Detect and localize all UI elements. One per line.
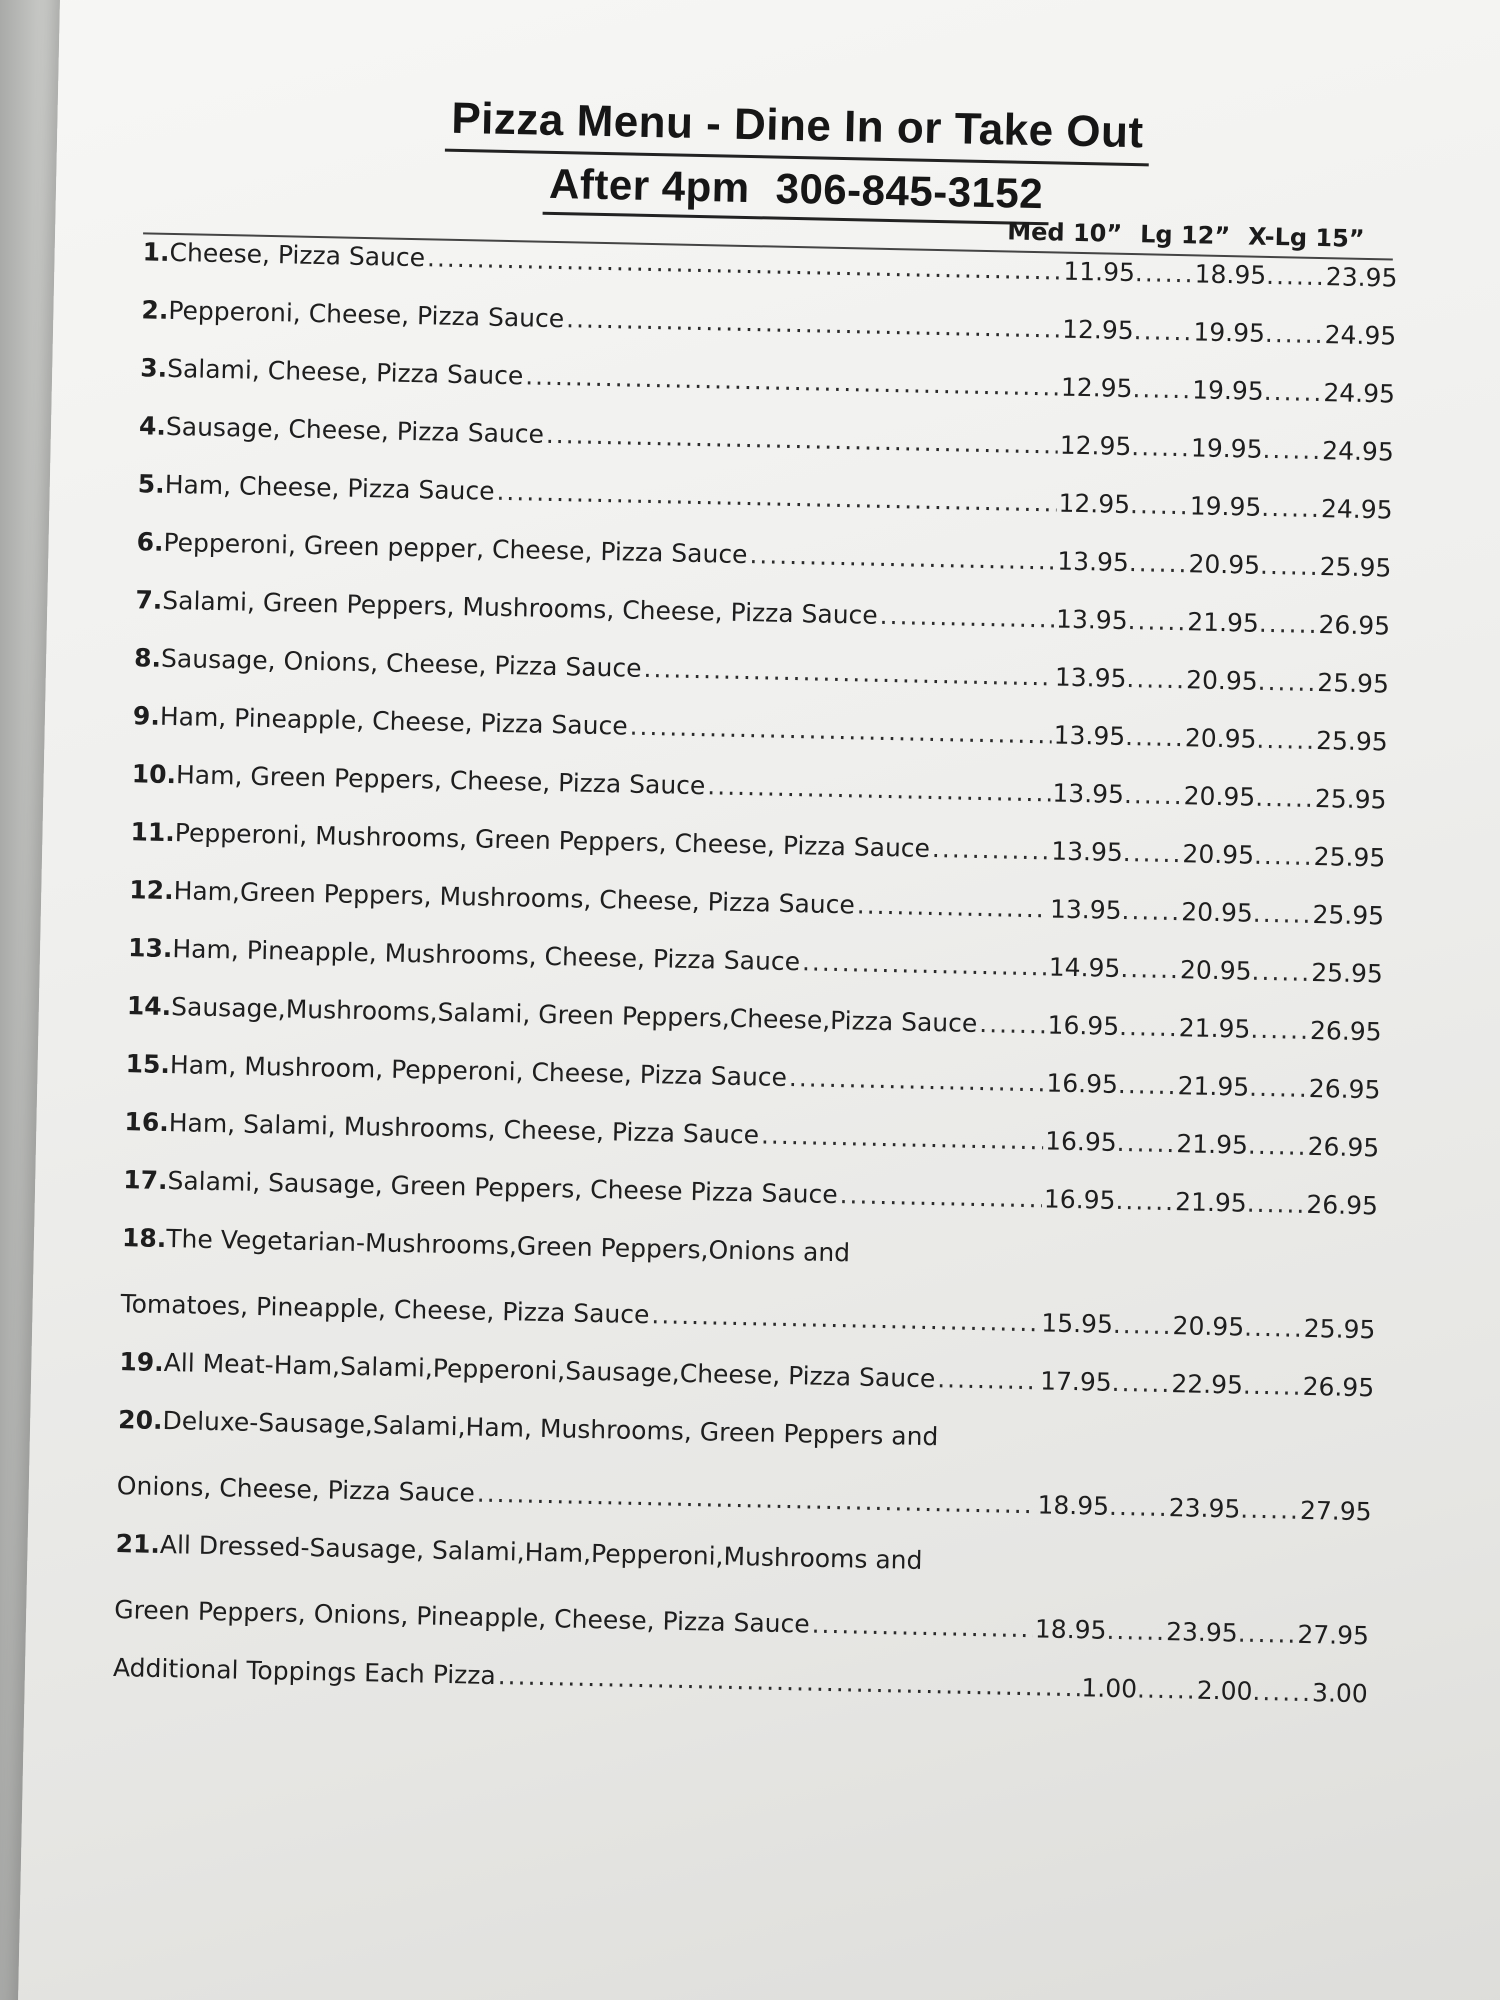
- menu-item: [135, 585, 1390, 641]
- item-prices: [1050, 894, 1385, 931]
- menu-item: [123, 1165, 1378, 1221]
- price-large: 2.00: [1196, 1675, 1253, 1706]
- item-prices: [1063, 257, 1398, 294]
- dot-separator: ......: [1115, 1185, 1176, 1217]
- menu-item: [131, 759, 1386, 815]
- dot-separator: ......: [1242, 1370, 1303, 1401]
- item-description: Sausage, Cheese, Pizza Sauce: [165, 411, 545, 449]
- menu-item: [141, 295, 1396, 351]
- price-medium: 17.95: [1039, 1366, 1113, 1397]
- item-description: Salami, Cheese, Pizza Sauce: [166, 353, 524, 391]
- item-description-line1: All Dressed-Sausage, Salami,Ham,Pepperoni,Mushrooms and: [159, 1529, 923, 1575]
- item-prices: [1045, 1126, 1380, 1163]
- dot-separator: ......: [1120, 953, 1181, 985]
- item-prices: [1081, 1673, 1368, 1709]
- item-number: 21.: [115, 1529, 161, 1559]
- dot-leader: [811, 1610, 1033, 1645]
- dot-leader: [643, 654, 1053, 693]
- dot-separator: ......: [1254, 782, 1316, 814]
- price-xlarge: 26.95: [1308, 1073, 1381, 1105]
- dot-separator: ......: [1264, 318, 1325, 350]
- menu-item: [124, 1107, 1379, 1163]
- menu-item: [140, 353, 1395, 409]
- item-prices: [1046, 1068, 1381, 1105]
- dot-separator: ......: [1123, 780, 1184, 811]
- price-medium: 12.95: [1060, 372, 1133, 404]
- price-xlarge: 24.95: [1321, 436, 1395, 467]
- dot-leader: [879, 601, 1054, 635]
- dot-leader: [749, 540, 1055, 576]
- dot-leader: [629, 712, 1052, 751]
- item-prices: [1062, 315, 1397, 352]
- price-medium: 13.95: [1052, 778, 1125, 810]
- dot-leader: [937, 1364, 1039, 1396]
- item-description: Ham, Green Peppers, Cheese, Pizza Sauce: [175, 760, 706, 801]
- item-number: 20.: [117, 1405, 163, 1436]
- price-large: 21.95: [1176, 1129, 1249, 1160]
- price-xlarge: 26.95: [1318, 610, 1391, 641]
- price-xlarge: 24.95: [1320, 494, 1393, 525]
- item-prices: [1048, 952, 1383, 989]
- price-large: 18.95: [1194, 259, 1267, 290]
- price-medium: 16.95: [1046, 1068, 1119, 1099]
- pizza-list: [112, 237, 1398, 1737]
- dot-leader: [497, 1661, 1079, 1703]
- item-description: Additional Toppings Each Pizza: [112, 1653, 497, 1691]
- price-large: 20.95: [1182, 839, 1255, 870]
- price-xlarge: 25.95: [1315, 726, 1389, 757]
- dot-separator: ......: [1118, 1011, 1180, 1043]
- price-medium: 18.95: [1034, 1614, 1107, 1645]
- item-description: Ham, Mushroom, Pepperoni, Cheese, Pizza Sauce: [169, 1050, 788, 1093]
- item-prices: [1056, 605, 1391, 642]
- dot-separator: ......: [1106, 1615, 1167, 1647]
- dot-separator: ......: [1108, 1491, 1170, 1523]
- item-number: 18.: [121, 1223, 167, 1254]
- price-medium: 12.95: [1059, 430, 1132, 462]
- item-description: Salami, Sausage, Green Peppers, Cheese Pizza Sauce: [167, 1166, 838, 1210]
- menu-item: [128, 933, 1383, 989]
- price-xlarge: 3.00: [1311, 1678, 1369, 1709]
- dot-separator: ......: [1253, 840, 1315, 871]
- item-number: 17.: [122, 1165, 168, 1196]
- menu-item: [119, 1347, 1374, 1403]
- item-description: Pepperoni, Cheese, Pizza Sauce: [168, 295, 565, 334]
- menu-item: [138, 469, 1393, 525]
- item-number: 7.: [135, 585, 163, 615]
- price-xlarge: 25.95: [1312, 899, 1385, 931]
- item-number: 19.: [119, 1347, 165, 1378]
- price-large: 21.95: [1174, 1187, 1248, 1218]
- item-prices: [1051, 836, 1386, 873]
- item-prices: [1052, 779, 1387, 816]
- price-xlarge: 24.95: [1323, 378, 1396, 409]
- dot-leader: [477, 1479, 1036, 1521]
- dot-separator: ......: [1116, 1127, 1177, 1159]
- price-medium: 15.95: [1041, 1308, 1114, 1339]
- menu-item: [125, 1049, 1380, 1105]
- dot-separator: ......: [1136, 1674, 1198, 1705]
- item-description: Onions, Cheese, Pizza Sauce: [116, 1471, 476, 1508]
- price-large: 19.95: [1193, 317, 1266, 348]
- dot-separator: ......: [1132, 374, 1193, 405]
- item-prices: [1044, 1184, 1379, 1221]
- dot-separator: ......: [1257, 666, 1318, 698]
- price-large: 19.95: [1191, 375, 1265, 406]
- price-medium: 13.95: [1057, 546, 1130, 578]
- item-description: Pepperoni, Mushrooms, Green Peppers, Cheese, Pizza Sauce: [174, 818, 931, 863]
- dot-separator: ......: [1131, 432, 1192, 463]
- menu-item: [129, 875, 1384, 931]
- dot-leader: [566, 304, 1061, 344]
- dot-separator: ......: [1121, 895, 1182, 927]
- menu-item: [133, 701, 1388, 757]
- dot-separator: ......: [1111, 1367, 1172, 1399]
- item-number: 9.: [132, 701, 161, 731]
- price-large: 22.95: [1171, 1369, 1244, 1400]
- item-number: 10.: [131, 759, 177, 790]
- menu-header: [56, 86, 1500, 236]
- dot-separator: ......: [1127, 606, 1188, 637]
- dot-separator: ......: [1126, 664, 1187, 695]
- price-large: 21.95: [1178, 1013, 1251, 1044]
- item-prices: [1058, 489, 1393, 526]
- size-header-large: Lg 12”: [1139, 220, 1231, 251]
- price-large: 20.95: [1172, 1311, 1245, 1342]
- item-number: 11.: [130, 817, 176, 848]
- price-medium: 14.95: [1048, 952, 1121, 983]
- dot-separator: ......: [1250, 1014, 1311, 1045]
- price-xlarge: 27.95: [1299, 1495, 1372, 1527]
- menu-item-price-line: [120, 1289, 1375, 1345]
- item-prices: [1053, 721, 1388, 758]
- price-medium: 18.95: [1037, 1490, 1110, 1521]
- price-xlarge: 23.95: [1325, 262, 1398, 293]
- item-description: Ham, Pineapple, Mushrooms, Cheese, Pizza Sauce: [172, 934, 801, 977]
- dot-separator: ......: [1117, 1069, 1178, 1101]
- item-description-line1: Deluxe-Sausage,Salami,Ham, Mushrooms, Green Peppers and: [162, 1406, 939, 1452]
- item-number: 6.: [136, 527, 164, 557]
- dot-separator: ......: [1261, 492, 1322, 524]
- item-prices: [1040, 1366, 1375, 1403]
- price-large: 23.95: [1165, 1617, 1239, 1648]
- item-number: 4.: [138, 411, 167, 441]
- dot-leader: [979, 1009, 1046, 1040]
- dot-separator: ......: [1258, 608, 1319, 640]
- dot-separator: ......: [1263, 376, 1324, 408]
- price-xlarge: 24.95: [1324, 320, 1397, 351]
- item-description: Ham, Pineapple, Cheese, Pizza Sauce: [159, 701, 628, 741]
- dot-leader: [651, 1300, 1040, 1338]
- price-medium: 13.95: [1055, 604, 1128, 636]
- price-medium: 13.95: [1050, 836, 1124, 867]
- menu-item: [139, 411, 1394, 467]
- price-large: 19.95: [1190, 433, 1263, 464]
- menu-item-price-line: [114, 1595, 1369, 1651]
- dot-separator: ......: [1122, 837, 1183, 869]
- size-header-xlarge: X-Lg 15”: [1247, 222, 1365, 253]
- price-xlarge: 25.95: [1313, 841, 1386, 873]
- item-number: 2.: [141, 295, 169, 325]
- item-number: 12.: [129, 875, 174, 906]
- item-prices: [1059, 431, 1394, 468]
- price-xlarge: 26.95: [1302, 1371, 1375, 1403]
- item-prices: [1055, 663, 1390, 700]
- price-large: 21.95: [1177, 1071, 1250, 1102]
- item-description: All Meat-Ham,Salami,Pepperoni,Sausage,Cheese, Pizza Sauce: [163, 1348, 936, 1394]
- item-prices: [1037, 1490, 1372, 1527]
- item-number: 16.: [124, 1107, 170, 1138]
- dot-leader: [496, 477, 1057, 519]
- dot-separator: ......: [1128, 548, 1189, 579]
- item-description: Ham, Cheese, Pizza Sauce: [164, 469, 495, 506]
- price-xlarge: 25.95: [1314, 784, 1387, 815]
- item-number: 13.: [127, 933, 173, 964]
- price-medium: 16.95: [1043, 1184, 1116, 1215]
- dot-leader: [932, 834, 1050, 866]
- item-number: 8.: [133, 643, 162, 673]
- dot-separator: ......: [1246, 1188, 1307, 1219]
- price-large: 20.95: [1183, 781, 1256, 812]
- item-description: Sausage,Mushrooms,Salami, Green Peppers,Cheese,Pizza Sauce: [170, 992, 978, 1038]
- dot-separator: ......: [1112, 1309, 1173, 1341]
- dot-leader: [856, 890, 1048, 924]
- price-large: 20.95: [1184, 723, 1257, 754]
- dot-leader: [707, 771, 1051, 808]
- dot-leader: [802, 947, 1047, 982]
- phone-number: 306-845-3152: [775, 164, 1044, 217]
- dot-separator: ......: [1252, 1676, 1313, 1708]
- dot-separator: ......: [1124, 722, 1186, 753]
- item-description-line1: The Vegetarian-Mushrooms,Green Peppers,Onions and: [166, 1224, 851, 1268]
- hours-text: After 4pm: [548, 159, 751, 211]
- dot-leader: [525, 361, 1059, 402]
- item-description: Sausage, Onions, Cheese, Pizza Sauce: [160, 643, 642, 683]
- menu-subtitle: [543, 159, 1050, 225]
- item-number: 15.: [125, 1049, 171, 1080]
- price-xlarge: 25.95: [1317, 668, 1390, 699]
- item-description: Pepperoni, Green pepper, Cheese, Pizza Sauce: [163, 527, 748, 570]
- menu-sheet: [17, 0, 1500, 2000]
- price-medium: 16.95: [1047, 1010, 1120, 1041]
- price-xlarge: 27.95: [1297, 1619, 1370, 1651]
- price-xlarge: 25.95: [1303, 1313, 1376, 1345]
- item-prices: [1057, 547, 1392, 584]
- price-large: 20.95: [1185, 665, 1258, 696]
- price-xlarge: 26.95: [1307, 1131, 1380, 1163]
- price-medium: 16.95: [1044, 1126, 1118, 1157]
- item-prices: [1047, 1010, 1382, 1047]
- price-medium: 13.95: [1049, 894, 1122, 925]
- item-description: Green Peppers, Onions, Pineapple, Cheese, Pizza Sauce: [113, 1595, 810, 1639]
- price-medium: 13.95: [1054, 662, 1127, 694]
- dot-separator: ......: [1243, 1312, 1305, 1343]
- price-large: 21.95: [1187, 607, 1260, 638]
- menu-item: [130, 817, 1385, 873]
- item-description: Cheese, Pizza Sauce: [169, 237, 426, 273]
- menu-item-header-line: [122, 1223, 1377, 1279]
- dot-separator: ......: [1129, 490, 1191, 521]
- dot-separator: ......: [1259, 550, 1321, 582]
- item-description: Tomatoes, Pineapple, Cheese, Pizza Sauce: [120, 1289, 650, 1330]
- price-xlarge: 25.95: [1319, 552, 1392, 583]
- price-medium: 11.95: [1063, 256, 1136, 288]
- price-large: 20.95: [1179, 955, 1252, 986]
- price-medium: 13.95: [1053, 720, 1126, 752]
- price-medium: 12.95: [1058, 488, 1131, 520]
- dot-separator: ......: [1134, 258, 1195, 289]
- dot-separator: ......: [1252, 898, 1313, 929]
- price-large: 19.95: [1189, 491, 1262, 522]
- dot-separator: ......: [1240, 1494, 1301, 1525]
- item-number: 5.: [137, 469, 166, 499]
- dot-separator: ......: [1248, 1072, 1310, 1103]
- dot-separator: ......: [1251, 956, 1312, 987]
- price-large: 20.95: [1180, 897, 1254, 928]
- dot-separator: ......: [1256, 724, 1317, 756]
- dot-leader: [839, 1180, 1042, 1214]
- dot-leader: [789, 1063, 1045, 1098]
- menu-item-header-line: [118, 1405, 1373, 1461]
- item-number: 1.: [142, 237, 170, 267]
- dot-separator: ......: [1247, 1130, 1308, 1161]
- menu-item-price-line: [117, 1471, 1372, 1527]
- price-medium: 1.00: [1081, 1673, 1138, 1704]
- price-large: 23.95: [1168, 1493, 1241, 1524]
- dot-separator: ......: [1133, 316, 1194, 347]
- price-xlarge: 26.95: [1309, 1015, 1382, 1047]
- price-medium: 12.95: [1061, 314, 1135, 346]
- dot-separator: ......: [1237, 1618, 1298, 1649]
- item-description: Ham,Green Peppers, Mushrooms, Cheese, Pizza Sauce: [173, 876, 856, 920]
- item-prices: [1061, 373, 1396, 410]
- menu-item: [136, 527, 1391, 583]
- price-xlarge: 26.95: [1306, 1189, 1379, 1221]
- size-header-medium: Med 10”: [1007, 217, 1123, 248]
- menu-title: Pizza Menu - Dine In or Take Out: [445, 94, 1150, 166]
- price-xlarge: 25.95: [1310, 957, 1384, 989]
- item-prices: [1035, 1614, 1370, 1651]
- item-number: 14.: [126, 991, 172, 1022]
- price-large: 20.95: [1188, 549, 1261, 580]
- additional-toppings-row: [113, 1653, 1368, 1709]
- item-number: 3.: [139, 353, 168, 383]
- dot-separator: ......: [1262, 434, 1323, 466]
- dot-separator: ......: [1265, 260, 1327, 292]
- item-description: Salami, Green Peppers, Mushrooms, Cheese, Pizza Sauce: [162, 585, 879, 630]
- item-prices: [1041, 1308, 1376, 1345]
- dot-leader: [761, 1120, 1044, 1156]
- dot-leader: [546, 420, 1058, 461]
- item-description: Ham, Salami, Mushrooms, Cheese, Pizza Sauce: [168, 1108, 760, 1150]
- menu-item-header-line: [115, 1529, 1370, 1585]
- menu-item: [134, 643, 1389, 699]
- menu-item: [127, 991, 1382, 1047]
